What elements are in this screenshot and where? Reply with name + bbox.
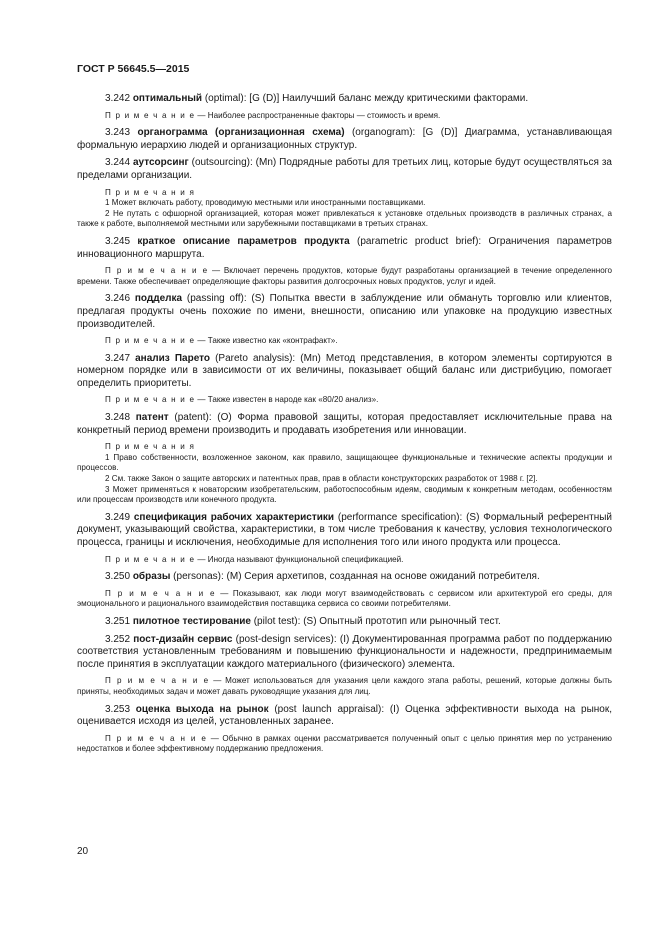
notes-label: П р и м е ч а н и я <box>105 442 196 452</box>
term-number: 3.243 <box>105 127 131 139</box>
document-header: ГОСТ Р 56645.5—2015 <box>77 63 190 75</box>
term-name: оценка выхода на рынок <box>135 703 269 715</box>
page-number: 20 <box>77 846 89 857</box>
note-3-250 <box>77 589 612 610</box>
term-3-246 <box>77 293 612 331</box>
term-name: анализ Парето <box>135 352 211 364</box>
term-number: 3.250 <box>105 571 131 583</box>
note-label: П р и м е ч а н и е <box>105 554 196 564</box>
term-name: аутсорсинг <box>132 157 189 169</box>
term-3-248 <box>77 412 612 437</box>
note-3-246 <box>77 336 612 347</box>
note-3-245 <box>77 266 612 287</box>
term-number: 3.242 <box>105 93 131 104</box>
note-item: 2 Не путать с офшорной организацией, которая может привлекаться к установке отдельных производств в различных странах, а также к работе, выполняемой местными или зарубежными поставщиками в третьих странах. <box>77 208 612 229</box>
term-number: 3.244 <box>105 157 131 169</box>
note-3-242 <box>77 111 612 122</box>
notes-3-248 <box>77 442 612 506</box>
note-3-253 <box>77 734 612 755</box>
note-text: — Показывают, как люди могут взаимодействовать с сервисом или архитектурой его среды, для эмоционального и рационального взаимодействия поставщика сервиса со своими потребителями. <box>77 588 613 609</box>
note-text: — Иногда называют функциональной спецификацией. <box>197 554 404 564</box>
note-3-249 <box>77 555 612 566</box>
note-label: П р и м е ч а н и е <box>105 676 210 686</box>
note-label: П р и м е ч а н и е <box>105 266 209 276</box>
term-3-242 <box>77 93 612 106</box>
document-body <box>77 93 612 761</box>
term-name: спецификация рабочих характеристики <box>133 511 335 523</box>
term-name: оптимальный <box>132 93 203 104</box>
term-definition: (performance specification): (S) Формальный референтный документ, указывающий свойства, характеристики, в том числе требования к качеству, условия технологического процесса, границы и исключения, необходимые для исполнения того или иного продукта или процесса. <box>77 511 613 548</box>
term-name: пост-дизайн сервис <box>133 633 233 645</box>
note-label: П р и м е ч а н и е <box>105 336 196 346</box>
term-definition: (personas): (M) Серия архетипов, созданная на основе ожиданий потребителя. <box>170 571 540 583</box>
note-text: — Наиболее распространенные факторы — стоимость и время. <box>197 110 441 120</box>
term-3-247 <box>77 353 612 391</box>
note-text: — Также известен в народе как «80/20 анализ». <box>197 395 379 405</box>
term-definition: (Pareto analysis): (Mn) Метод представления, в котором элементы сортируются в номерном порядке или в зависимости от их величины, показывает общий баланс или дистрибуцию, помогает определить приоритеты. <box>77 352 613 389</box>
note-3-247 <box>77 395 612 406</box>
note-item: 1 Может включать работу, проводимую местными или иностранными поставщиками. <box>105 198 426 208</box>
term-name: подделка <box>134 293 183 305</box>
term-name: пилотное тестирование <box>132 615 251 627</box>
note-label: П р и м е ч а н и е <box>105 110 196 120</box>
term-definition: (post-design services): (I) Документированная программа работ по поддержанию соответствия установленным требованиям и повышению функциональности и надежности, предпринимаемым после принятия в эксплуатации каждого материального (физического) элемента. <box>77 633 612 670</box>
note-label: П р и м е ч а н и е <box>105 588 216 598</box>
term-number: 3.252 <box>105 633 131 645</box>
term-3-244 <box>77 157 612 182</box>
note-text: — Также известно как «контрафакт». <box>197 336 338 346</box>
term-definition: (parametric product brief): Ограничения параметров инновационного маршрута. <box>77 235 612 260</box>
notes-label: П р и м е ч а н и я <box>105 187 196 197</box>
term-definition: (patent): (O) Форма правовой защиты, которая предоставляет исключительные права на конкретный период времени производить и продавать изобретения или инновации. <box>77 412 612 436</box>
term-number: 3.251 <box>105 615 131 627</box>
term-definition: (passing off): (S) Попытка ввести в заблуждение или обмануть торговлю или клиентов, предлагая продукты очень похожие по имени, внешности, описанию или упаковке на продукцию известных производителей. <box>77 293 612 330</box>
note-item: 2 См. также Закон о защите авторских и патентных прав, прав в области конструкторских разработок от 1988 г. [2]. <box>105 474 538 484</box>
term-3-245 <box>77 236 612 261</box>
term-definition: (optimal): [G (D)] Наилучший баланс между критическими факторами. <box>202 93 529 104</box>
note-3-252 <box>77 676 612 697</box>
note-label: П р и м е ч а н и е <box>105 733 208 743</box>
term-3-251 <box>77 616 612 629</box>
note-item: 3 Может применяться к новаторским изобретательским, работоспособным идеям, сводимым к конкретным методам, особенностям или процессам производств или конечного продукта. <box>77 484 612 505</box>
term-number: 3.249 <box>105 511 131 523</box>
note-item: 1 Право собственности, возложенное законом, как правило, защищающее функциональные и технические аспекты продукции и процессов. <box>77 452 612 473</box>
term-definition: (organogram): [G (D)] Диаграмма, устанавливающая формальную иерархию людей и организационных структур. <box>77 127 613 151</box>
note-text: — Обычно в рамках оценки рассматривается полученный опыт с целью принятия мер по устранению недостатков и более эффективному поддержанию предложения. <box>77 733 613 754</box>
term-3-252 <box>77 634 612 672</box>
term-number: 3.247 <box>105 352 131 364</box>
term-name: органограмма (организационная схема) <box>137 127 345 139</box>
term-name: образы <box>132 571 171 583</box>
term-3-250 <box>77 571 612 584</box>
term-number: 3.253 <box>105 703 131 715</box>
note-text: — Может использоваться для указания цели каждого этапа работы, решений, которые должны быть приняты, необходимых задач и может давать руководящие указания для лиц. <box>77 676 613 696</box>
term-definition: (post launch appraisal): (I) Оценка эффективности выхода на рынок, оценивается исходя из целей, установленных заранее. <box>77 703 613 728</box>
term-number: 3.246 <box>105 293 131 305</box>
notes-3-244 <box>77 188 612 230</box>
term-3-253 <box>77 704 612 729</box>
term-definition: (outsourcing): (Mn) Подрядные работы для третьих лиц, которые будут осуществляться за пределами организации. <box>77 157 612 181</box>
note-label: П р и м е ч а н и е <box>105 395 196 405</box>
term-name: патент <box>135 412 169 424</box>
term-3-243 <box>77 127 612 152</box>
term-number: 3.245 <box>105 235 131 247</box>
note-text: — Включает перечень продуктов, которые будут разработаны организацией в течение определенного времени. Также обеспечивает определяющие факторы развития долгосрочных новых продуктов, услуг и идей. <box>77 266 613 286</box>
term-definition: (pilot test): (S) Опытный прототип или рыночный тест. <box>250 615 501 627</box>
term-3-249 <box>77 512 612 550</box>
term-number: 3.248 <box>105 412 131 424</box>
term-name: краткое описание параметров продукта <box>137 235 350 247</box>
